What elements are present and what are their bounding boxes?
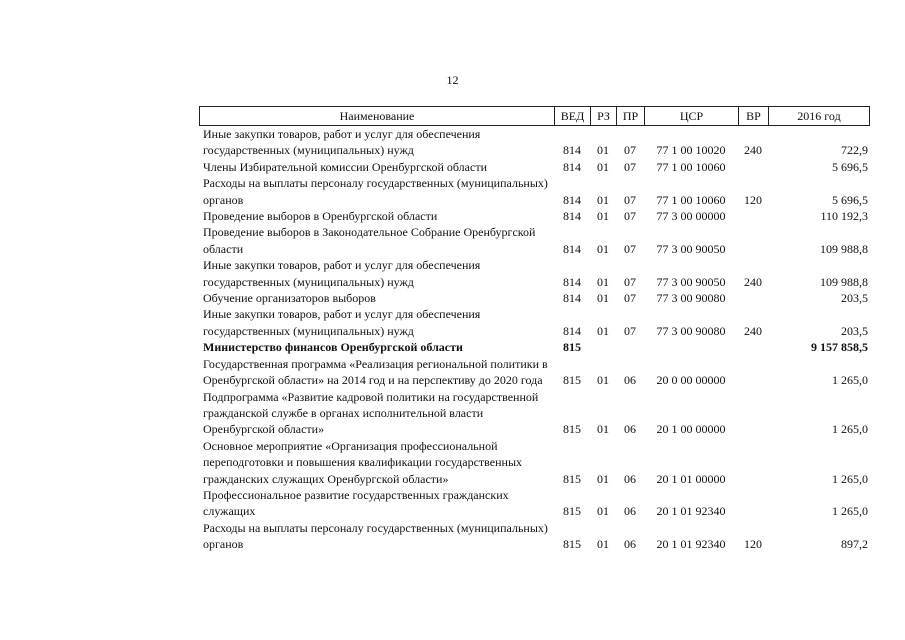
cell-vr: 240 [744,143,762,158]
cell-rz: 01 [597,471,609,486]
cell-rz: 01 [597,323,609,338]
table-row [199,126,870,159]
table-row [199,520,870,553]
header-name: Наименование [200,107,555,125]
cell-name: Расходы на выплаты персоналу государственных (муниципальных) органов [203,520,548,552]
cell-ved: 814 [563,291,581,306]
cell-pr: 07 [624,241,636,256]
table-row [199,290,870,306]
cell-pr: 07 [624,209,636,224]
cell-ved: 815 [563,373,581,388]
cell-name: Профессиональное развитие государственных гражданских служащих [203,487,509,519]
cell-ved: 814 [563,192,581,207]
cell-sum-2016: 109 988,8 [820,274,868,289]
cell-name: Расходы на выплаты персоналу государственных (муниципальных) органов [203,176,548,207]
cell-csr: 20 1 01 92340 [656,504,726,519]
cell-ved: 815 [563,537,581,552]
cell-name: Проведение выборов в Законодательное Собрание Оренбургской области [203,225,536,256]
header-vr: ВР [739,107,769,125]
cell-sum-2016: 203,5 [841,323,868,338]
cell-ved: 815 [563,504,581,519]
cell-pr: 07 [624,192,636,207]
cell-name: Проведение выборов в Оренбургской области [203,209,438,224]
cell-csr: 77 3 00 90080 [656,323,726,338]
table-row [199,159,870,175]
cell-csr: 77 3 00 90080 [656,291,726,306]
header-rz: РЗ [591,107,617,125]
budget-table [199,106,870,553]
cell-name: Министерство финансов Оренбургской области [203,340,463,355]
cell-rz: 01 [597,422,609,437]
cell-name: Государственная программа «Реализация региональной политики в Оренбургской области» на 2014 год и на перспективу до 2020 года [203,356,548,388]
cell-pr: 06 [624,504,636,519]
table-row [199,175,870,208]
cell-name: Подпрограмма «Развитие кадровой политики на государственной гражданской службе в органах исполнительной власти Оренбургской области» [203,389,539,437]
cell-rz: 01 [597,537,609,552]
cell-rz: 01 [597,159,609,174]
cell-name: Обучение организаторов выборов [203,291,376,306]
cell-pr: 06 [624,373,636,388]
cell-sum-2016: 1 265,0 [832,504,868,519]
cell-ved: 814 [563,159,581,174]
cell-ved: 815 [563,422,581,437]
cell-sum-2016: 5 696,5 [832,159,868,174]
cell-name: Иные закупки товаров, работ и услуг для обеспечения государственных (муниципальных) нужд [203,258,481,289]
cell-sum-2016: 203,5 [841,291,868,306]
page-number: 12 [446,73,459,87]
cell-sum-2016: 1 265,0 [832,422,868,437]
cell-csr: 20 1 00 00000 [656,422,726,437]
cell-vr: 120 [744,537,762,552]
cell-pr: 07 [624,143,636,158]
cell-ved: 814 [563,274,581,289]
cell-sum-2016: 110 192,3 [820,209,868,224]
cell-csr: 20 1 01 92340 [656,537,726,552]
header-year: 2016 год [797,109,841,123]
cell-pr: 06 [624,471,636,486]
cell-rz: 01 [597,192,609,207]
cell-name: Основное мероприятие «Организация профессиональной переподготовки и повышения квалификации государственных гражданских служащих Оренбургской области» [203,438,523,486]
cell-name: Иные закупки товаров, работ и услуг для обеспечения государственных (муниципальных) нужд [203,307,481,338]
cell-pr: 07 [624,291,636,306]
cell-sum-2016: 9 157 858,5 [811,340,868,355]
cell-vr: 240 [744,274,762,289]
cell-csr: 20 1 01 00000 [656,471,726,486]
cell-vr: 120 [744,192,762,207]
cell-rz: 01 [597,291,609,306]
table-row [199,208,870,224]
cell-sum-2016: 5 696,5 [832,192,868,207]
cell-csr: 77 3 00 00000 [656,209,726,224]
cell-sum-2016: 722,9 [841,143,868,158]
cell-ved: 814 [563,323,581,338]
table-header [199,106,870,126]
cell-sum-2016: 1 265,0 [832,373,868,388]
header-csr: ЦСР [645,107,739,125]
table-body [199,126,870,553]
cell-csr: 77 1 00 10060 [656,192,726,207]
cell-name: Иные закупки товаров, работ и услуг для обеспечения государственных (муниципальных) нужд [203,127,481,158]
table-row [199,339,870,355]
cell-name: Члены Избирательной комиссии Оренбургской области [203,159,487,174]
cell-csr: 77 1 00 10060 [656,159,726,174]
table-row [199,306,870,339]
cell-ved: 814 [563,209,581,224]
cell-rz: 01 [597,143,609,158]
cell-ved: 815 [563,340,581,355]
cell-rz: 01 [597,241,609,256]
cell-csr: 77 1 00 10020 [656,143,726,158]
table-row [199,257,870,290]
cell-pr: 06 [624,422,636,437]
cell-rz: 01 [597,373,609,388]
table-row [199,356,870,389]
cell-csr: 77 3 00 90050 [656,241,726,256]
cell-csr: 77 3 00 90050 [656,274,726,289]
cell-csr: 20 0 00 00000 [656,373,726,388]
cell-pr: 07 [624,159,636,174]
header-pr: ПР [617,107,645,125]
table-row [199,389,870,438]
cell-rz: 01 [597,274,609,289]
cell-rz: 01 [597,504,609,519]
cell-vr: 240 [744,323,762,338]
cell-pr: 06 [624,537,636,552]
table-row [199,487,870,520]
cell-sum-2016: 1 265,0 [832,471,868,486]
cell-rz: 01 [597,209,609,224]
cell-sum-2016: 897,2 [841,537,868,552]
table-row [199,438,870,487]
cell-sum-2016: 109 988,8 [820,241,868,256]
cell-pr: 07 [624,323,636,338]
cell-ved: 814 [563,143,581,158]
table-row [199,224,870,257]
cell-ved: 815 [563,471,581,486]
cell-ved: 814 [563,241,581,256]
header-ved: ВЕД [555,107,591,125]
cell-pr: 07 [624,274,636,289]
